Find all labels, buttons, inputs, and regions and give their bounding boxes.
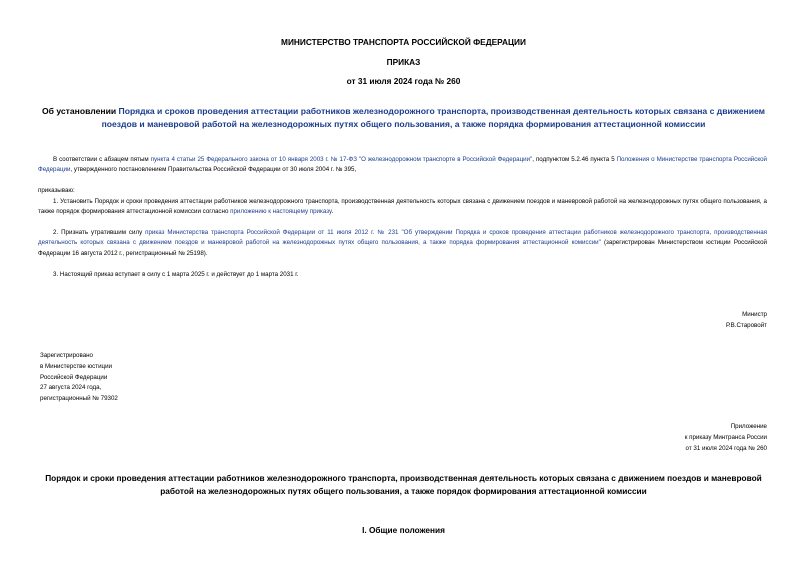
registration-block xyxy=(40,351,118,405)
appendix-line-3: от 31 июля 2024 года № 260 xyxy=(685,444,767,452)
item-2 xyxy=(38,228,767,259)
subject-prefix: Об установлении xyxy=(41,106,119,116)
registration-line-2: в Министерстве юстиции xyxy=(40,362,113,370)
preamble-paragraph xyxy=(38,155,767,176)
registration-line-1: Зарегистрировано xyxy=(40,352,93,359)
appendix-line-1: Приложение xyxy=(730,423,767,430)
subject-procedure-link[interactable]: Порядка и сроков проведения аттестации работников железнодорожного транспорта, производственная деятельность которых связана с движением поездов и маневровой работой на железнодорожных путях общего пользования, а также порядка формирования аттестационной комиссии xyxy=(101,106,766,129)
item-3: 3. Настоящий приказ вступает в силу с 1 марта 2025 г. и действует до 1 марта 2031 г. xyxy=(53,271,299,278)
signature-block xyxy=(726,310,767,332)
registration-line-3: Российской Федерации xyxy=(40,373,108,381)
order-word: приказываю: xyxy=(38,187,75,194)
ministry-regulation-link[interactable]: Положения о Министерстве транспорта Российской Федерации xyxy=(38,156,767,174)
ministry-heading: МИНИСТЕРСТВО ТРАНСПОРТА РОССИЙСКОЙ ФЕДЕРАЦИИ xyxy=(281,37,526,47)
appendix-block xyxy=(685,422,767,454)
appendix-link[interactable]: приложению к настоящему приказу xyxy=(230,208,332,216)
signatory-title: Министр xyxy=(742,311,767,318)
preamble-text-3: , утвержденного постановлением Правительства Российской Федерации от 30 июля 2004 г. № 395, xyxy=(70,166,357,174)
registration-line-5: регистрационный № 79302 xyxy=(40,395,118,403)
repealed-order-link[interactable]: приказ Министерства транспорта Российской Федерации от 11 июля 2012 г. № 231 "Об утверждении Порядка и сроков проведения аттестации работников железнодорожного транспорта, производственная деятельность которых связана с движением поездов и маневровой работой на железнодорожных путях общего пользования, а также порядка формирования аттестационной комиссии" xyxy=(38,229,767,247)
document-type: ПРИКАЗ xyxy=(386,57,421,67)
item-1-end: . xyxy=(331,208,334,216)
item-2-end: (зарегистрирован Министерством юстиции Российской Федерации 16 августа 2012 г., регистрационный № 25198). xyxy=(38,239,767,257)
item-2-text: 2. Признать утратившим силу xyxy=(53,229,146,236)
federal-law-link[interactable]: пункта 4 статьи 25 Федерального закона от 10 января 2003 г. № 17-ФЗ "О железнодорожном транспорте в Российской Федерации" xyxy=(150,156,533,163)
procedure-title: Порядок и сроки проведения аттестации работников железнодорожного транспорта, производственная деятельность которых связана с движением поездов и маневровой работой на железнодорожных путях общего пользования, а также порядок формирования аттестационной комиссии xyxy=(45,473,762,496)
registration-line-4: 27 августа 2024 года, xyxy=(40,384,102,392)
item-1 xyxy=(38,197,767,218)
order-subject xyxy=(40,105,767,131)
preamble-text-2: , подпунктом 5.2.46 пункта 5 xyxy=(532,156,617,163)
item-1-text: 1. Установить Порядок и сроки проведения аттестации работников железнодорожного транспорта, производственная деятельность которых связана с движением поездов и маневровой работой на железнодорожных путях общего пользования, а также порядок формирования аттестационной комиссии согласно xyxy=(38,198,767,216)
appendix-line-2: к приказу Минтранса России xyxy=(684,433,767,441)
section-heading: I. Общие положения xyxy=(362,525,445,535)
order-date-number: от 31 июля 2024 года № 260 xyxy=(346,76,461,86)
signatory-name: Р.В.Старовойт xyxy=(725,321,767,329)
preamble-text-1: В соответствии с абзацем пятым xyxy=(53,156,151,163)
